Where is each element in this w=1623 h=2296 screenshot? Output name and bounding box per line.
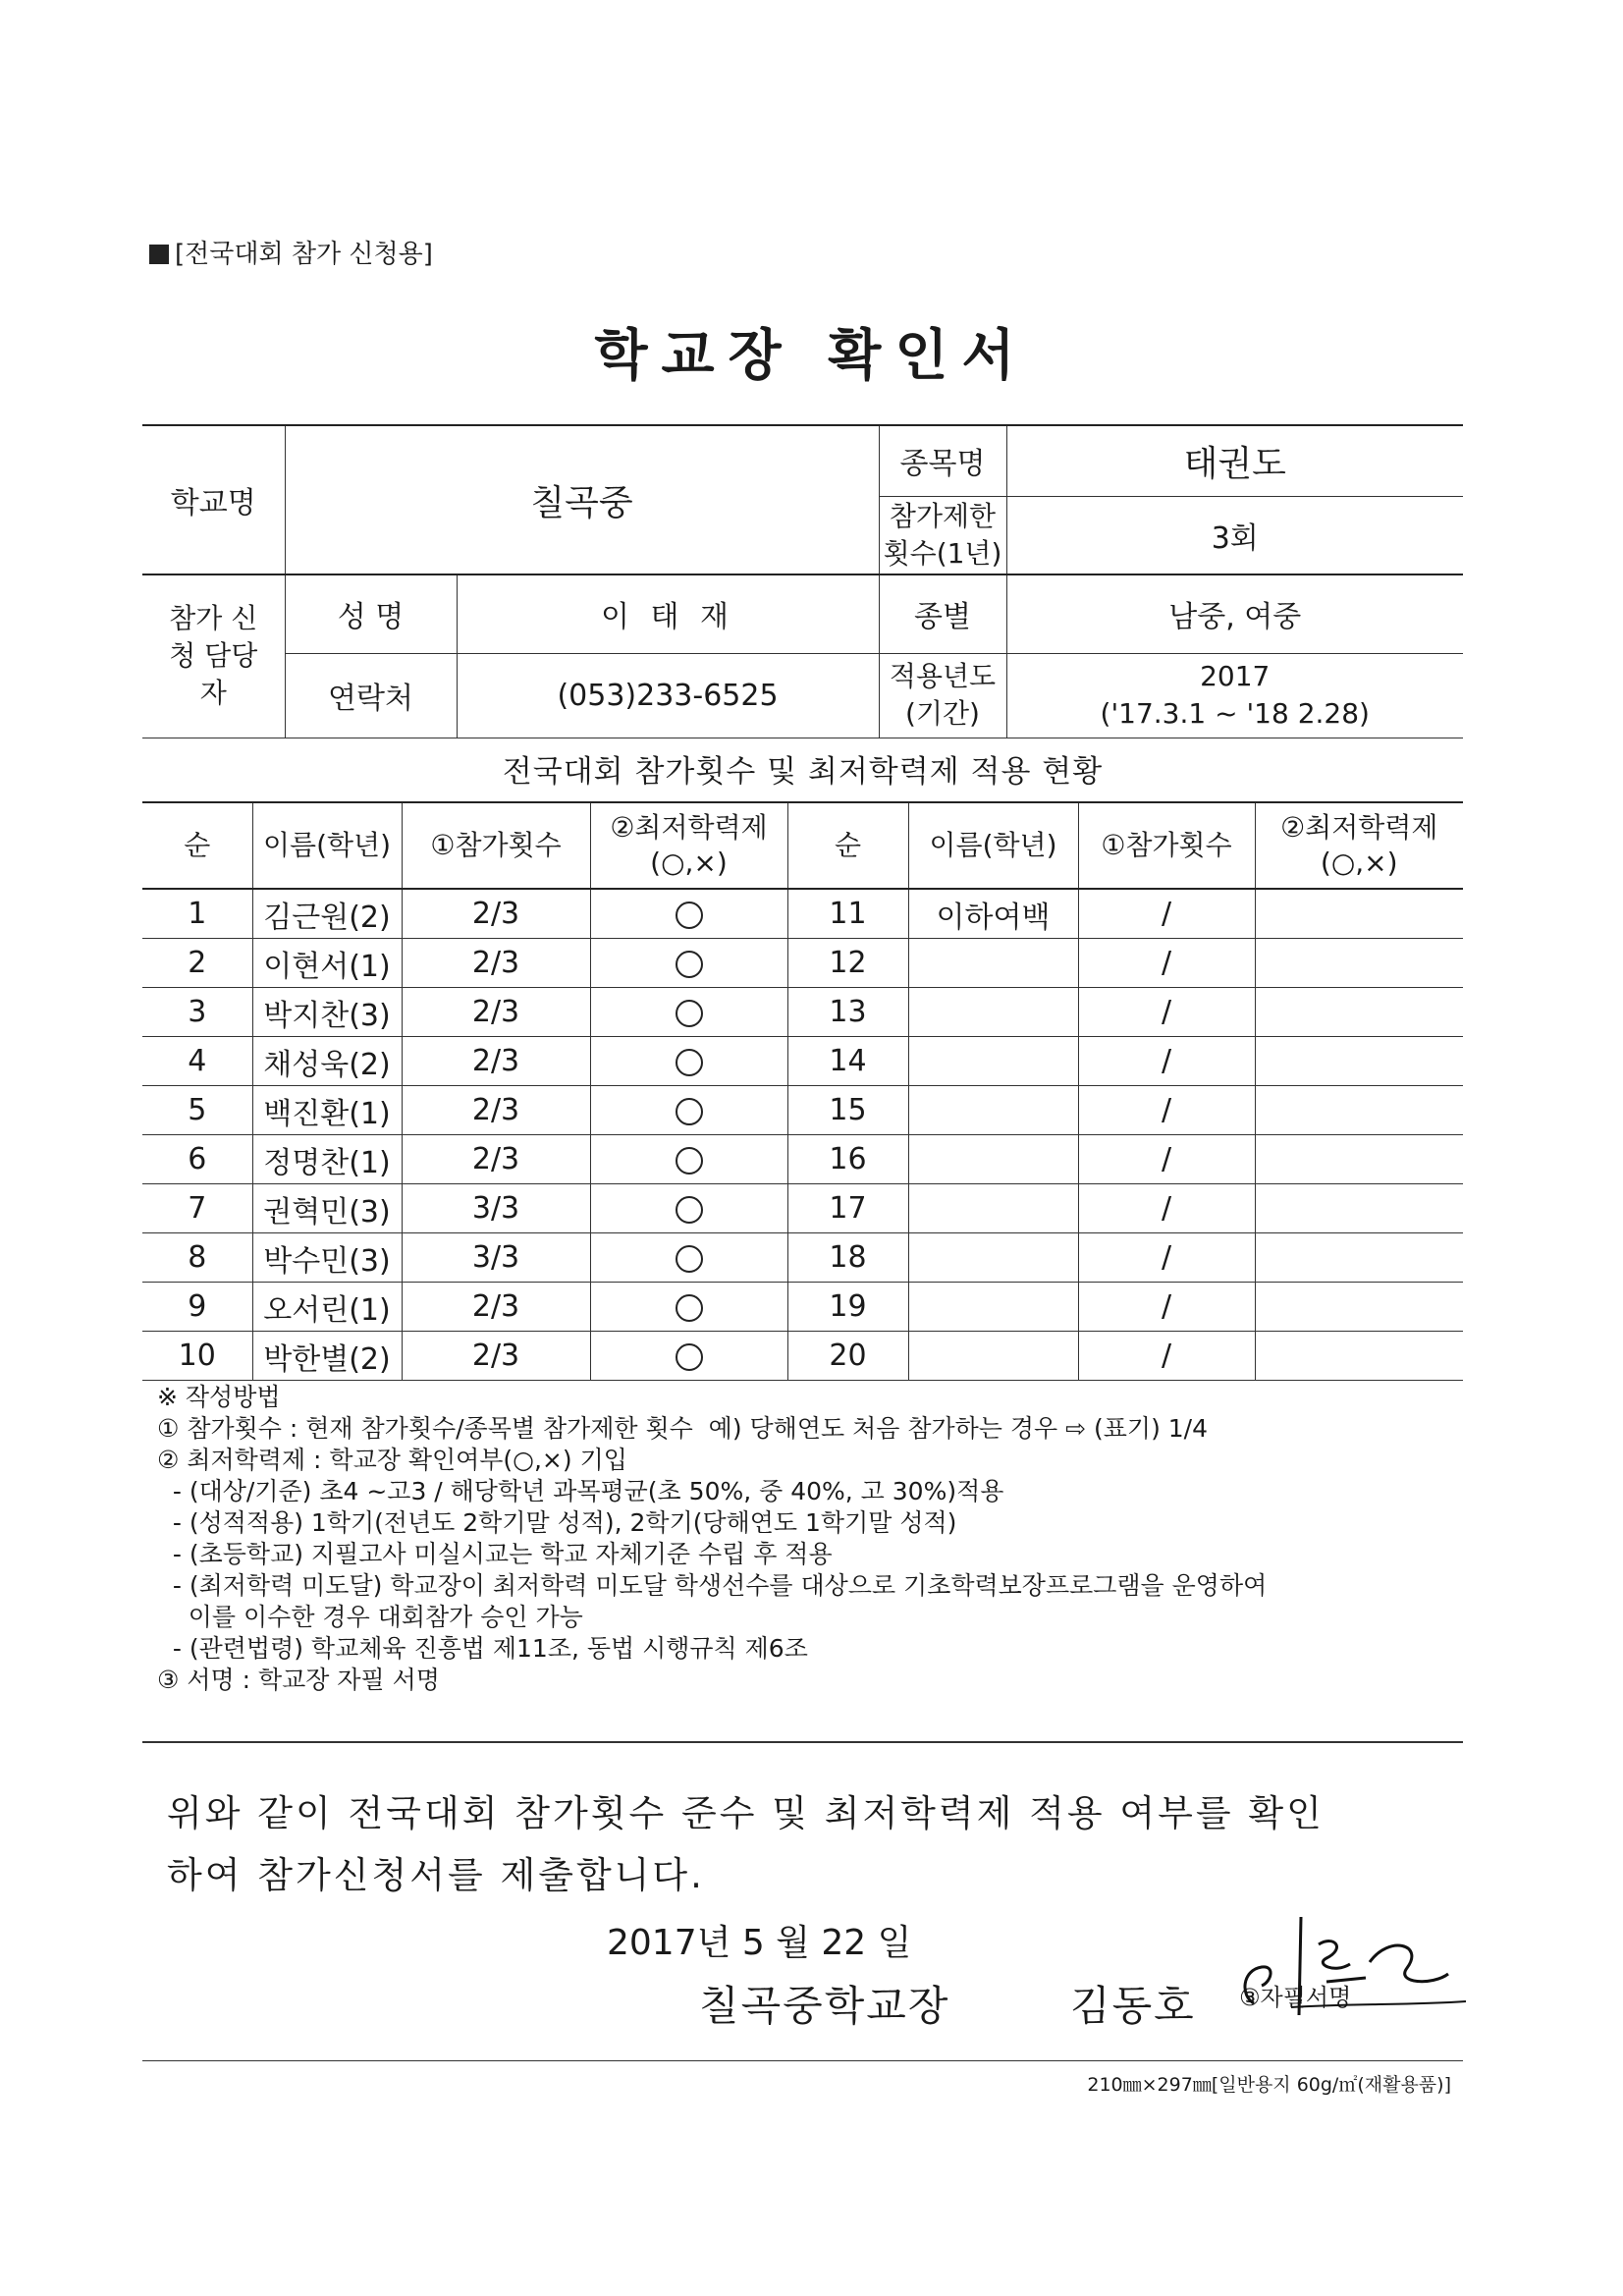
cell-name: 이하여백 bbox=[908, 889, 1078, 939]
instruction-line: ① 참가횟수 : 현재 참가횟수/종목별 참가제한 횟수 예) 당해연도 처음 참가하는 경우 ⇨ (표기) 1/4 bbox=[157, 1414, 1209, 1443]
contact-value: (053)233-6525 bbox=[457, 653, 879, 738]
cell-count: 2/3 bbox=[402, 1037, 590, 1086]
cell-min bbox=[1255, 889, 1463, 939]
form-tag: [전국대회 참가 신청용] bbox=[149, 234, 433, 270]
divider bbox=[142, 1741, 1463, 1743]
cell-count: / bbox=[1078, 1135, 1255, 1184]
event-label: 종목명 bbox=[879, 425, 1006, 496]
cell-no: 14 bbox=[787, 1037, 908, 1086]
cell-name bbox=[908, 1233, 1078, 1283]
cell-count: / bbox=[1078, 1233, 1255, 1283]
name-value: 이 태 재 bbox=[457, 574, 879, 653]
signature bbox=[1232, 1913, 1468, 2021]
cell-no: 7 bbox=[142, 1184, 252, 1233]
header-name: 이름(학년) bbox=[908, 802, 1078, 889]
header-min: ②최저학력제 (○,×) bbox=[590, 802, 787, 889]
cell-no: 1 bbox=[142, 889, 252, 939]
event-value: 태권도 bbox=[1006, 425, 1463, 496]
cell-min bbox=[590, 1135, 787, 1184]
name-label: 성 명 bbox=[285, 574, 457, 653]
header-name: 이름(학년) bbox=[252, 802, 402, 889]
cell-count: / bbox=[1078, 1037, 1255, 1086]
limit-value: 3회 bbox=[1006, 496, 1463, 574]
circle-mark bbox=[676, 902, 703, 929]
cell-no: 2 bbox=[142, 939, 252, 988]
circle-mark bbox=[676, 1098, 703, 1125]
cell-min bbox=[1255, 1184, 1463, 1233]
school-value: 칠곡중 bbox=[285, 425, 879, 574]
instruction-line: - (대상/기준) 초4 ~고3 / 해당학년 과목평균(초 50%, 중 40%, 고 30%)적용 bbox=[157, 1477, 1004, 1505]
cell-name: 박수민(3) bbox=[252, 1233, 402, 1283]
cell-count: / bbox=[1078, 1332, 1255, 1381]
cell-no: 9 bbox=[142, 1283, 252, 1332]
header-min: ②최저학력제 (○,×) bbox=[1255, 802, 1463, 889]
circle-mark bbox=[676, 1049, 703, 1076]
instruction-line: ③ 서명 : 학교장 자필 서명 bbox=[157, 1666, 440, 1694]
cell-name: 이현서(1) bbox=[252, 939, 402, 988]
header-no: 순 bbox=[787, 802, 908, 889]
cell-no: 16 bbox=[787, 1135, 908, 1184]
cell-no: 17 bbox=[787, 1184, 908, 1233]
year-label: 적용년도 (기간) bbox=[879, 653, 1006, 738]
cell-min bbox=[1255, 1037, 1463, 1086]
header-no: 순 bbox=[142, 802, 252, 889]
cell-count: / bbox=[1078, 1283, 1255, 1332]
cell-count: / bbox=[1078, 1086, 1255, 1135]
circle-mark bbox=[676, 1343, 703, 1371]
table-row bbox=[142, 939, 1463, 988]
roster-table bbox=[142, 801, 1463, 1381]
cell-name: 채성욱(2) bbox=[252, 1037, 402, 1086]
table-row bbox=[142, 1037, 1463, 1086]
cell-count: / bbox=[1078, 939, 1255, 988]
cell-name bbox=[908, 1332, 1078, 1381]
cell-no: 20 bbox=[787, 1332, 908, 1381]
table-row bbox=[142, 889, 1463, 939]
cell-no: 11 bbox=[787, 889, 908, 939]
instructions bbox=[157, 1382, 1267, 1696]
seal-text: ③자필서명 bbox=[1239, 1984, 1352, 2011]
cell-no: 8 bbox=[142, 1233, 252, 1283]
cell-count: 3/3 bbox=[402, 1233, 590, 1283]
circle-mark bbox=[676, 1294, 703, 1322]
info-table bbox=[142, 424, 1463, 738]
school-label: 학교명 bbox=[142, 425, 285, 574]
cell-min bbox=[1255, 1332, 1463, 1381]
circle-mark bbox=[676, 951, 703, 978]
school-principal: 칠곡중학교장 bbox=[699, 1982, 950, 2030]
cell-min bbox=[590, 889, 787, 939]
cell-min bbox=[1255, 939, 1463, 988]
cell-no: 5 bbox=[142, 1086, 252, 1135]
instruction-line: - (관련법령) 학교체육 진흥법 제11조, 동법 시행규칙 제6조 bbox=[157, 1634, 808, 1663]
cell-min bbox=[1255, 1233, 1463, 1283]
instruction-line: ② 최저학력제 : 학교장 확인여부(○,×) 기입 bbox=[157, 1446, 627, 1474]
table-row bbox=[142, 1135, 1463, 1184]
date: 2017년 5 월 22 일 bbox=[607, 1923, 912, 1963]
cell-min bbox=[590, 1037, 787, 1086]
cell-min bbox=[1255, 1135, 1463, 1184]
manager-label: 참가 신청 담당자 bbox=[142, 574, 285, 738]
cell-no: 6 bbox=[142, 1135, 252, 1184]
cell-name bbox=[908, 1037, 1078, 1086]
declaration-line: 하여 참가신청서를 제출합니다. bbox=[167, 1854, 705, 1896]
circle-mark bbox=[676, 1000, 703, 1027]
cell-name bbox=[908, 1135, 1078, 1184]
cell-count: 2/3 bbox=[402, 1086, 590, 1135]
table-row bbox=[142, 988, 1463, 1037]
category-label: 종별 bbox=[879, 574, 1006, 653]
circle-mark bbox=[676, 1196, 703, 1224]
instruction-line: - (초등학교) 지필고사 미실시교는 학교 자체기준 수립 후 적용 bbox=[157, 1540, 833, 1568]
cell-count: 2/3 bbox=[402, 988, 590, 1037]
cell-name bbox=[908, 1184, 1078, 1233]
cell-min bbox=[590, 939, 787, 988]
table-row bbox=[142, 1332, 1463, 1381]
principal-name: 김동호 bbox=[1070, 1982, 1196, 2030]
cell-name bbox=[908, 988, 1078, 1037]
cell-count: / bbox=[1078, 889, 1255, 939]
cell-name: 정명찬(1) bbox=[252, 1135, 402, 1184]
cell-count: 3/3 bbox=[402, 1184, 590, 1233]
cell-min bbox=[590, 1283, 787, 1332]
cell-count: 2/3 bbox=[402, 1135, 590, 1184]
cell-name: 김근원(2) bbox=[252, 889, 402, 939]
cell-no: 10 bbox=[142, 1332, 252, 1381]
cell-count: 2/3 bbox=[402, 1283, 590, 1332]
cell-name bbox=[908, 1283, 1078, 1332]
cell-no: 12 bbox=[787, 939, 908, 988]
cell-name: 권혁민(3) bbox=[252, 1184, 402, 1233]
circle-mark bbox=[676, 1147, 703, 1175]
instruction-line: - (성적적용) 1학기(전년도 2학기말 성적), 2학기(당해연도 1학기말 성적) bbox=[157, 1508, 957, 1537]
cell-no: 4 bbox=[142, 1037, 252, 1086]
table-row bbox=[142, 1086, 1463, 1135]
cell-name bbox=[908, 939, 1078, 988]
section-title: 전국대회 참가횟수 및 최저학력제 적용 현황 bbox=[502, 754, 1104, 790]
cell-no: 3 bbox=[142, 988, 252, 1037]
cell-count: / bbox=[1078, 988, 1255, 1037]
table-row bbox=[142, 1184, 1463, 1233]
circle-mark bbox=[676, 1245, 703, 1273]
year-value: 2017 bbox=[1200, 660, 1271, 692]
header-count: ①참가횟수 bbox=[402, 802, 590, 889]
cell-min bbox=[590, 1233, 787, 1283]
cell-no: 15 bbox=[787, 1086, 908, 1135]
table-row bbox=[142, 1283, 1463, 1332]
header-count: ①참가횟수 bbox=[1078, 802, 1255, 889]
cell-no: 18 bbox=[787, 1233, 908, 1283]
cell-count: 2/3 bbox=[402, 939, 590, 988]
cell-no: 13 bbox=[787, 988, 908, 1037]
cell-name bbox=[908, 1086, 1078, 1135]
cell-no: 19 bbox=[787, 1283, 908, 1332]
limit-label: 참가제한 횟수(1년) bbox=[879, 496, 1006, 574]
black-square-icon bbox=[149, 245, 169, 264]
contact-label: 연락처 bbox=[285, 653, 457, 738]
cell-name: 백진환(1) bbox=[252, 1086, 402, 1135]
cell-min bbox=[590, 1332, 787, 1381]
period-value: ('17.3.1 ~ '18 2.28) bbox=[1100, 697, 1370, 730]
instruction-line: - (최저학력 미도달) 학교장이 최저학력 미도달 학생선수를 대상으로 기초학력보장프로그램을 운영하여 bbox=[157, 1571, 1268, 1600]
declaration bbox=[167, 1782, 1325, 1906]
cell-name: 박한별(2) bbox=[252, 1332, 402, 1381]
instruction-line: ※ 작성방법 bbox=[157, 1383, 281, 1411]
footer-divider bbox=[142, 2060, 1463, 2061]
paper-spec: 210㎜×297㎜[일반용지 60g/㎡(재활용품)] bbox=[1087, 2074, 1451, 2096]
cell-min bbox=[1255, 1086, 1463, 1135]
instruction-line: 이를 이수한 경우 대회참가 승인 가능 bbox=[157, 1603, 583, 1631]
cell-min bbox=[590, 988, 787, 1037]
cell-name: 오서린(1) bbox=[252, 1283, 402, 1332]
cell-min bbox=[590, 1184, 787, 1233]
cell-count: 2/3 bbox=[402, 889, 590, 939]
cell-count: 2/3 bbox=[402, 1332, 590, 1381]
category-value: 남중, 여중 bbox=[1006, 574, 1463, 653]
cell-name: 박지찬(3) bbox=[252, 988, 402, 1037]
cell-min bbox=[1255, 988, 1463, 1037]
cell-min bbox=[1255, 1283, 1463, 1332]
cell-count: / bbox=[1078, 1184, 1255, 1233]
table-row bbox=[142, 1233, 1463, 1283]
declaration-line: 위와 같이 전국대회 참가횟수 준수 및 최저학력제 적용 여부를 확인 bbox=[167, 1792, 1325, 1834]
cell-min bbox=[590, 1086, 787, 1135]
document-title: 학교장 확인서 bbox=[594, 324, 1029, 388]
